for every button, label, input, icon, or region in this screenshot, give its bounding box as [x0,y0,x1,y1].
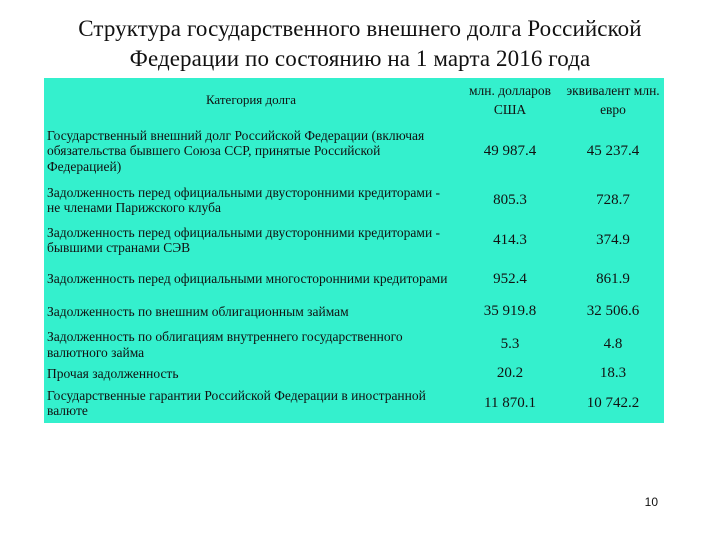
row-usd: 20.2 [496,365,524,381]
table-row [44,180,664,220]
header-row [44,78,664,122]
row-usd: 49 987.4 [483,142,537,159]
row-eur: 728.7 [596,191,630,208]
row-usd: 414.3 [493,231,527,248]
row-category: Государственные гарантии Российской Федерации в иностранной валюте [47,387,426,418]
row-eur: 861.9 [596,270,630,287]
row-usd: 35 919.8 [483,303,537,319]
debt-structure-table [44,78,664,423]
row-eur: 32 506.6 [586,303,640,319]
header-eur: эквивалент млн. евро [566,83,660,117]
table-row [44,383,664,423]
row-eur: 4.8 [603,336,623,352]
page-number: 10 [644,495,658,509]
title-line-1: Структура государственного внешнего долга Российской [78,16,642,41]
row-usd: 11 870.1 [484,394,536,411]
table-row [44,220,664,260]
row-category: Задолженность перед официальными двусторонними кредиторами - бывшими странами СЭВ [47,224,441,255]
title-line-2: Федерации по состоянию на 1 марта 2016 года [129,46,591,71]
row-usd: 5.3 [500,336,520,352]
header-category: Категория долга [205,92,297,107]
row-category: Задолженность перед официальными двусторонними кредиторами - не членами Парижского клуба [47,184,441,215]
table-row [44,364,664,383]
table-row [44,122,664,180]
row-usd: 952.4 [493,270,527,287]
row-category: Задолженность по внешним облигационным займам [47,303,349,319]
table-row [44,298,664,325]
row-eur: 18.3 [599,365,627,381]
row-category: Прочая задолженность [47,365,179,381]
row-category: Задолженность перед официальными многосторонними кредиторами [47,271,448,287]
row-eur: 374.9 [596,231,630,248]
slide-title [0,14,720,74]
row-usd: 805.3 [493,191,527,208]
header-usd: млн. долларов США [468,83,552,117]
table-row [44,260,664,298]
row-eur: 45 237.4 [586,142,640,159]
row-eur: 10 742.2 [586,394,640,411]
row-category: Государственный внешний долг Российской Федерации (включая обязательства бывшего Союза ССР, принятые Российской Федерацией) [47,127,425,174]
table-row [44,325,664,364]
row-category: Задолженность по облигациям внутреннего государственного валютного займа [47,329,403,360]
